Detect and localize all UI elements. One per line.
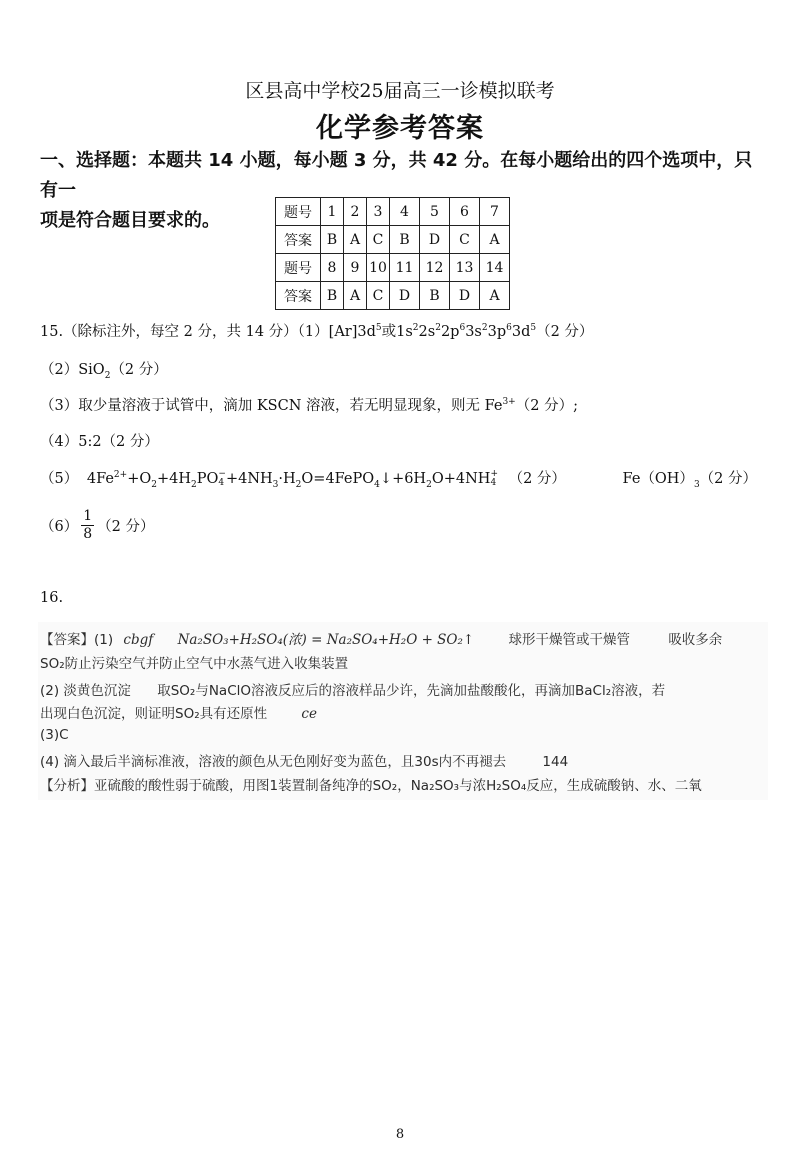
q15-config-ar-exp: 5	[375, 323, 382, 334]
table-cell: 13	[450, 254, 480, 282]
fraction	[81, 508, 94, 543]
q15-p6-label: （6）	[40, 519, 79, 535]
q15-config-ar: [Ar]3d	[328, 324, 376, 340]
config-exp: 2	[435, 323, 441, 334]
config-term: 3p	[487, 324, 507, 340]
table-cell: A	[344, 282, 367, 310]
eq-sub: 2	[191, 479, 197, 490]
table-cell: 3	[367, 198, 390, 226]
q15-part-1	[40, 320, 593, 341]
q16-equation: Na₂SO₃+H₂SO₄(浓) = Na₂SO₄+H₂O + SO₂↑	[177, 632, 475, 648]
page-title: 化学参考答案	[316, 113, 484, 144]
eq-sub: 4	[374, 479, 380, 490]
eq-term: +O	[127, 471, 152, 487]
q15-part-4: （4）5:2（2 分）	[40, 434, 159, 450]
q15-p5-label: （5）	[40, 471, 79, 487]
config-exp: 6	[506, 323, 512, 334]
row-label: 题号	[276, 254, 321, 282]
eq-sub: 4	[490, 478, 497, 488]
answer-table	[275, 197, 510, 310]
eq-term: PO	[196, 471, 219, 487]
q16-apparatus: 球形干燥管或干燥管	[508, 632, 631, 648]
q15-part-2	[40, 358, 168, 379]
q15-score: （2 分）	[699, 471, 758, 487]
config-exp: 6	[459, 323, 466, 334]
table-cell: C	[450, 226, 480, 254]
q15-equation	[86, 469, 498, 490]
table-cell: 12	[420, 254, 450, 282]
q15-p3-text: （3）取少量溶液于试管中，滴加 KSCN 溶液，若无明显现象，则无 Fe	[40, 398, 503, 414]
table-cell: D	[420, 226, 450, 254]
q16-label: 16.	[40, 590, 64, 606]
config-term: 3s	[465, 324, 482, 340]
eq-sub: 2	[295, 479, 302, 490]
eq-term: O+4NH	[431, 471, 491, 487]
table-cell: B	[390, 226, 420, 254]
table-cell: 9	[344, 254, 367, 282]
q16-line-6	[40, 750, 568, 770]
q16-answer-tag: 【答案】(1)	[40, 632, 114, 648]
table-cell: 1	[321, 198, 344, 226]
eq-term: ·H	[278, 471, 296, 487]
q16-p4-endpoint: (4) 滴入最后半滴标准液，溶液的颜色从无色刚好变为蓝色，且30s内不再褪去	[40, 754, 507, 770]
table-cell: D	[450, 282, 480, 310]
table-cell: A	[480, 226, 510, 254]
eq-term: O=4FePO	[301, 471, 375, 487]
table-row	[276, 282, 510, 310]
table-cell: 2	[344, 198, 367, 226]
table-cell: C	[367, 226, 390, 254]
q16-order: cbgf	[123, 632, 154, 648]
config-term: 2p	[440, 324, 460, 340]
table-cell: 6	[450, 198, 480, 226]
q16-p2-choice: ce	[301, 706, 317, 722]
table-cell: 10	[367, 254, 390, 282]
q15-score: （2 分）	[536, 324, 594, 340]
q15-p2-sub: 2	[104, 370, 111, 381]
q15-score: （2 分）	[508, 471, 566, 487]
eq-term: +4H	[156, 471, 192, 487]
q16-line-3	[40, 679, 665, 699]
config-exp: 2	[412, 323, 419, 334]
q15-score: （2 分）	[97, 519, 155, 535]
section-1-line-1: 一、选择题：本题共 14 小题，每小题 3 分，共 42 分。在每小题给出的四个选项中，只有一	[40, 150, 753, 201]
section-1-line-2: 项是符合题目要求的。	[40, 210, 220, 231]
q15-part-3	[40, 394, 578, 415]
table-cell: 14	[480, 254, 510, 282]
page-number: 8	[395, 1127, 405, 1142]
table-cell: 5	[420, 198, 450, 226]
config-term: 3d	[511, 324, 531, 340]
config-term: 2s	[418, 324, 436, 340]
eq-term: +6H	[392, 471, 427, 487]
q15-p5-fe-sub: 3	[693, 479, 700, 490]
eq-term: 4Fe	[86, 471, 114, 487]
q16-absorb: 吸收多余	[668, 632, 723, 648]
eq-sup: 2+	[113, 470, 128, 481]
eq-sub: 2	[426, 479, 432, 490]
eq-sup: −	[218, 469, 226, 479]
table-row	[276, 254, 510, 282]
q16-line-4	[40, 702, 317, 722]
q16-line-1	[40, 628, 722, 648]
fraction-denominator: 8	[83, 526, 93, 542]
table-row	[276, 198, 510, 226]
q15-or: 或	[381, 324, 397, 340]
q16-line-5: (3)C	[40, 727, 69, 743]
table-cell: B	[321, 226, 344, 254]
table-cell: B	[420, 282, 450, 310]
eq-sub: 2	[151, 479, 157, 490]
table-cell: D	[390, 282, 420, 310]
eq-sub: 4	[218, 478, 225, 488]
table-cell: A	[344, 226, 367, 254]
table-cell: 8	[321, 254, 344, 282]
fraction-numerator: 1	[83, 508, 93, 524]
q16-line-7: 【分析】亚硫酸的酸性弱于硫酸，用图1装置制备纯净的SO₂，Na₂SO₃与浓H₂SO₄反应，生成硫酸钠、水、二氧	[40, 778, 702, 794]
eq-sub: 3	[272, 479, 279, 490]
q15-p2-text: （2）SiO	[40, 362, 105, 378]
q15-score: （2 分）	[110, 362, 168, 378]
table-cell: 11	[390, 254, 420, 282]
q15-part-5	[40, 467, 757, 488]
q15-p5-fe: Fe（OH）	[622, 471, 694, 487]
config-exp: 5	[530, 323, 537, 334]
config-term: 1s	[396, 324, 413, 340]
row-label: 答案	[276, 282, 321, 310]
q16-p2-answer: (2) 淡黄色沉淀	[40, 683, 131, 699]
exam-header: 区县高中学校25届高三一诊模拟联考	[245, 80, 555, 102]
table-cell: 4	[390, 198, 420, 226]
table-cell: C	[367, 282, 390, 310]
eq-term: +4NH	[225, 471, 273, 487]
config-exp: 2	[481, 323, 488, 334]
q15-intro: 15.（除标注外，每空 2 分，共 14 分）（1）	[40, 324, 329, 340]
eq-sup: +	[490, 469, 498, 479]
q15-score: （2 分）;	[515, 398, 578, 414]
q16-p2-method: 取SO₂与NaClO溶液反应后的溶液样品少许，先滴加盐酸酸化，再滴加BaCl₂溶液，若	[157, 683, 666, 699]
eq-term: ↓	[379, 471, 393, 487]
row-label: 答案	[276, 226, 321, 254]
table-cell: B	[321, 282, 344, 310]
q16-line-2: SO₂防止污染空气并防止空气中水蒸气进入收集装置	[40, 656, 349, 672]
q16-p4-value: 144	[542, 754, 569, 770]
q15-p3-sup: 3+	[502, 397, 516, 408]
table-row	[276, 226, 510, 254]
row-label: 题号	[276, 198, 321, 226]
q15-part-6	[40, 508, 155, 543]
table-cell: 7	[480, 198, 510, 226]
q16-p2-conclusion: 出现白色沉淀，则证明SO₂具有还原性	[40, 706, 268, 722]
table-cell: A	[480, 282, 510, 310]
